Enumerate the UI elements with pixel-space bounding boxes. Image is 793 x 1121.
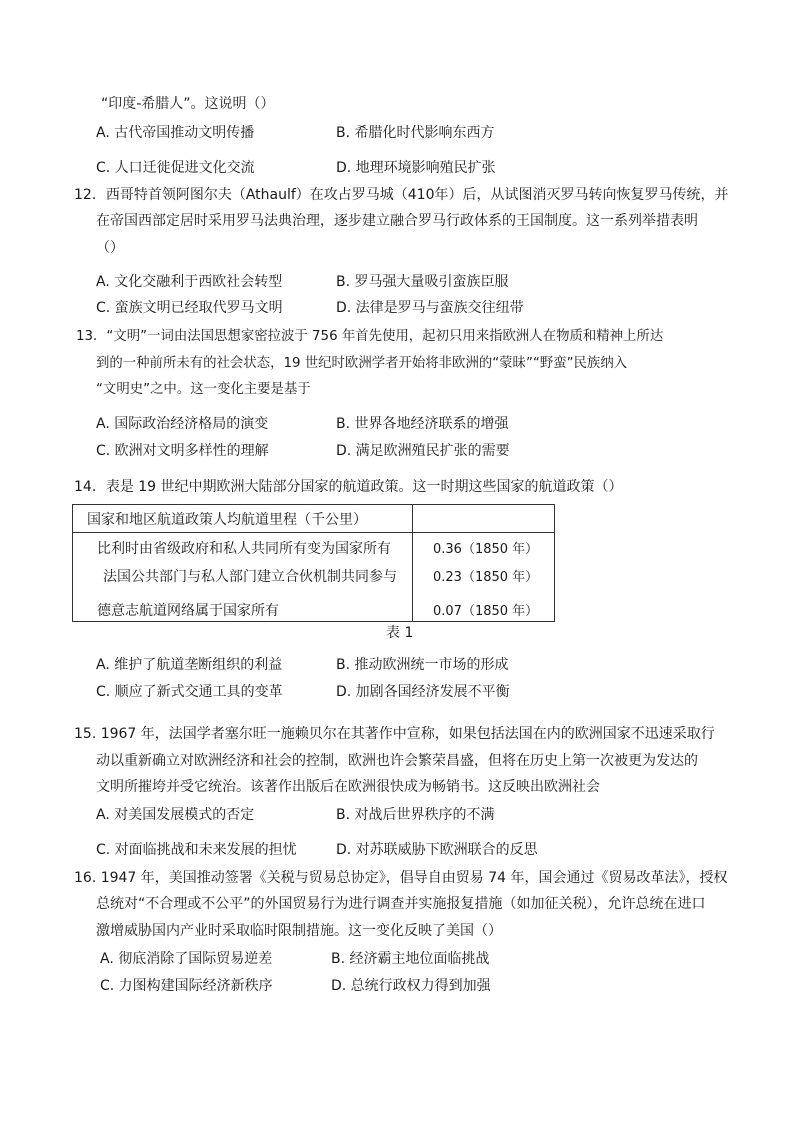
q14-option-d: D. 加剧各国经济发展不平衡 (336, 684, 510, 700)
table-value-cell (413, 533, 555, 622)
q16-option-c: C. 力图构建国际经济新秩序 (100, 978, 273, 994)
table-row-policy: 法国公共部门与私人部门建立合伙机制共同参与 (103, 569, 397, 585)
table-header-text: 国家和地区航道政策人均航道里程（千公里） (87, 511, 367, 528)
q16-stem-line-2: 总统对“不合理或不公平”的外国贸易行为进行调查并实施报复措施（如加征关税），允许总统在进口 (96, 896, 706, 912)
table-row-value: 0.07（1850 年） (433, 604, 539, 619)
table-header-cell (73, 505, 413, 533)
q13-option-a: A. 国际政治经济格局的演变 (96, 416, 269, 432)
q13-option-d: D. 满足欧洲殖民扩张的需要 (336, 443, 510, 459)
q15-option-c: C. 对面临挑战和未来发展的担忧 (96, 842, 297, 858)
q12-stem-line-3: （） (96, 240, 124, 256)
q13-option-b: B. 世界各地经济联系的增强 (336, 416, 509, 432)
q12-option-b: B. 罗马强大量吸引蛮族臣服 (336, 274, 509, 290)
table-caption: 表 1 (386, 625, 414, 641)
q15-stem-line-1: 15. 1967 年，法国学者塞尔旺一施赖贝尔在其著作中宣称，如果包括法国在内的欧洲国家不迅速采取行 (74, 726, 715, 742)
q11-option-d: D. 地理环境影响殖民扩张 (336, 160, 496, 176)
q16-option-b: B. 经济霸主地位面临挑战 (331, 951, 490, 967)
table-row-value: 0.36（1850 年） (433, 542, 539, 557)
q13-stem-line-2: 到的一种前所未有的社会状态，19 世纪时欧洲学者开始将非欧洲的“蒙昧”“野蛮”民族纳入 (96, 356, 628, 371)
table-header-cell-empty (413, 505, 555, 533)
q13-option-c: C. 欧洲对文明多样性的理解 (96, 443, 269, 459)
q14-option-c: C. 顺应了新式交通工具的变革 (96, 684, 283, 700)
q15-option-b: B. 对战后世界秩序的不满 (336, 807, 495, 823)
table-row-policy: 德意志航道网络属于国家所有 (97, 603, 279, 619)
table-row-value: 0.23（1850 年） (433, 570, 539, 585)
q13-stem-line-3: “文明史”之中。这一变化主要是基于 (96, 382, 311, 397)
q16-option-a: A. 彻底消除了国际贸易逆差 (100, 951, 273, 967)
table-row-policy: 比利时由省级政府和私人共同所有变为国家所有 (97, 541, 391, 557)
q15-stem-line-2: 动以重新确立对欧洲经济和社会的控制，欧洲也许会繁荣昌盛，但将在历史上第一次被更为发达的 (96, 753, 698, 769)
q11-stem-tail: “印度-希腊人”。这说明（） (101, 96, 275, 112)
q12-stem-line-2: 在帝国西部定居时采用罗马法典治理，逐步建立融合罗马行政体系的王国制度。这一系列举措表明 (96, 213, 698, 229)
q14-stem: 14．表是 19 世纪中期欧洲大陆部分国家的航道政策。这一时期这些国家的航道政策（） (74, 479, 623, 495)
q16-stem-line-1: 16. 1947 年，美国推动签署《关税与贸易总协定》，倡导自由贸易 74 年，国会通过《贸易改革法》，授权 (74, 870, 728, 886)
q14-option-a: A. 维护了航道垄断组织的利益 (96, 657, 283, 673)
q15-option-a: A. 对美国发展模式的否定 (96, 807, 255, 823)
q11-option-a: A. 古代帝国推动文明传播 (96, 125, 255, 141)
q16-option-d: D. 总统行政权力得到加强 (331, 978, 491, 994)
q15-option-d: D. 对苏联威胁下欧洲联合的反思 (336, 842, 538, 858)
q11-option-c: C. 人口迁徙促进文化交流 (96, 160, 255, 176)
q12-option-d: D. 法律是罗马与蛮族交往纽带 (336, 300, 524, 316)
table-policy-cell (73, 533, 413, 622)
q16-stem-line-3: 激增威胁国内产业时采取临时限制措施。这一变化反映了美国（） (96, 923, 502, 939)
q13-stem-line-1: 13．“文明”一词由法国思想家密拉波于 756 年首先使用，起初只用来指欧洲人在物质和精神上所达 (76, 329, 664, 344)
q15-stem-line-3: 文明所摧垮并受它统治。该著作出版后在欧洲很快成为畅销书。这反映出欧洲社会 (96, 779, 600, 795)
q11-option-b: B. 希腊化时代影响东西方 (336, 125, 495, 141)
q12-option-a: A. 文化交融利于西欧社会转型 (96, 274, 283, 290)
q14-option-b: B. 推动欧洲统一市场的形成 (336, 657, 509, 673)
navigation-policy-table (72, 504, 555, 622)
q12-stem-line-1: 12．西哥特首领阿图尔夫（Athaulf）在攻占罗马城（410年）后，从试图消灭罗马转向恢复罗马传统，并 (74, 187, 729, 203)
q12-option-c: C. 蛮族文明已经取代罗马文明 (96, 300, 283, 316)
